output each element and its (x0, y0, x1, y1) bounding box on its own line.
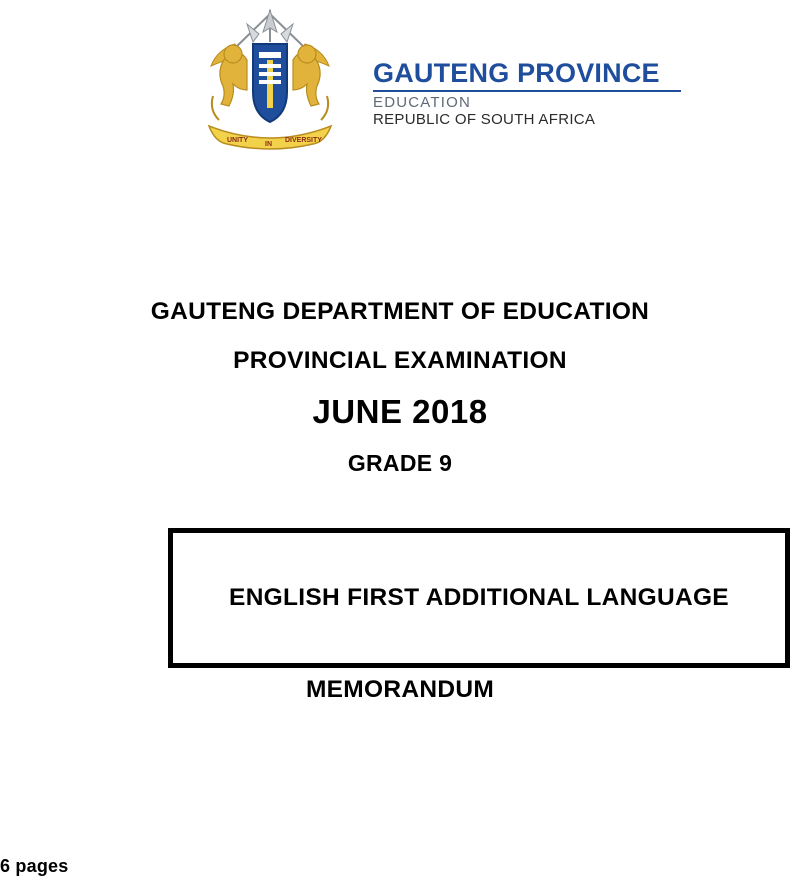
document-type-label: MEMORANDUM (305, 676, 495, 703)
svg-text:DIVERSITY: DIVERSITY (285, 137, 322, 144)
brand-title: GAUTENG PROVINCE (373, 58, 660, 88)
subject-label: ENGLISH FIRST ADDITIONAL LANGUAGE (229, 584, 729, 612)
page-title-examination: PROVINCIAL EXAMINATION (233, 346, 567, 374)
page-title-department: GAUTENG DEPARTMENT OF EDUCATION (150, 298, 650, 325)
page-title-grade: GRADE 9 (347, 450, 453, 476)
svg-text:IN: IN (265, 141, 272, 148)
coat-of-arms-icon (175, 8, 365, 168)
svg-text:UNITY: UNITY (227, 137, 248, 144)
document-header (175, 8, 695, 168)
subject-box (168, 528, 790, 668)
title-block (0, 300, 800, 475)
brand-block (373, 60, 681, 129)
brand-subtitle-education: EDUCATION (373, 93, 472, 111)
brand-subtitle-country: REPUBLIC OF SOUTH AFRICA (373, 111, 596, 129)
page-title-session: JUNE 2018 (312, 393, 488, 430)
page-count-label: 6 pages (0, 856, 69, 876)
brand-divider (373, 90, 681, 92)
